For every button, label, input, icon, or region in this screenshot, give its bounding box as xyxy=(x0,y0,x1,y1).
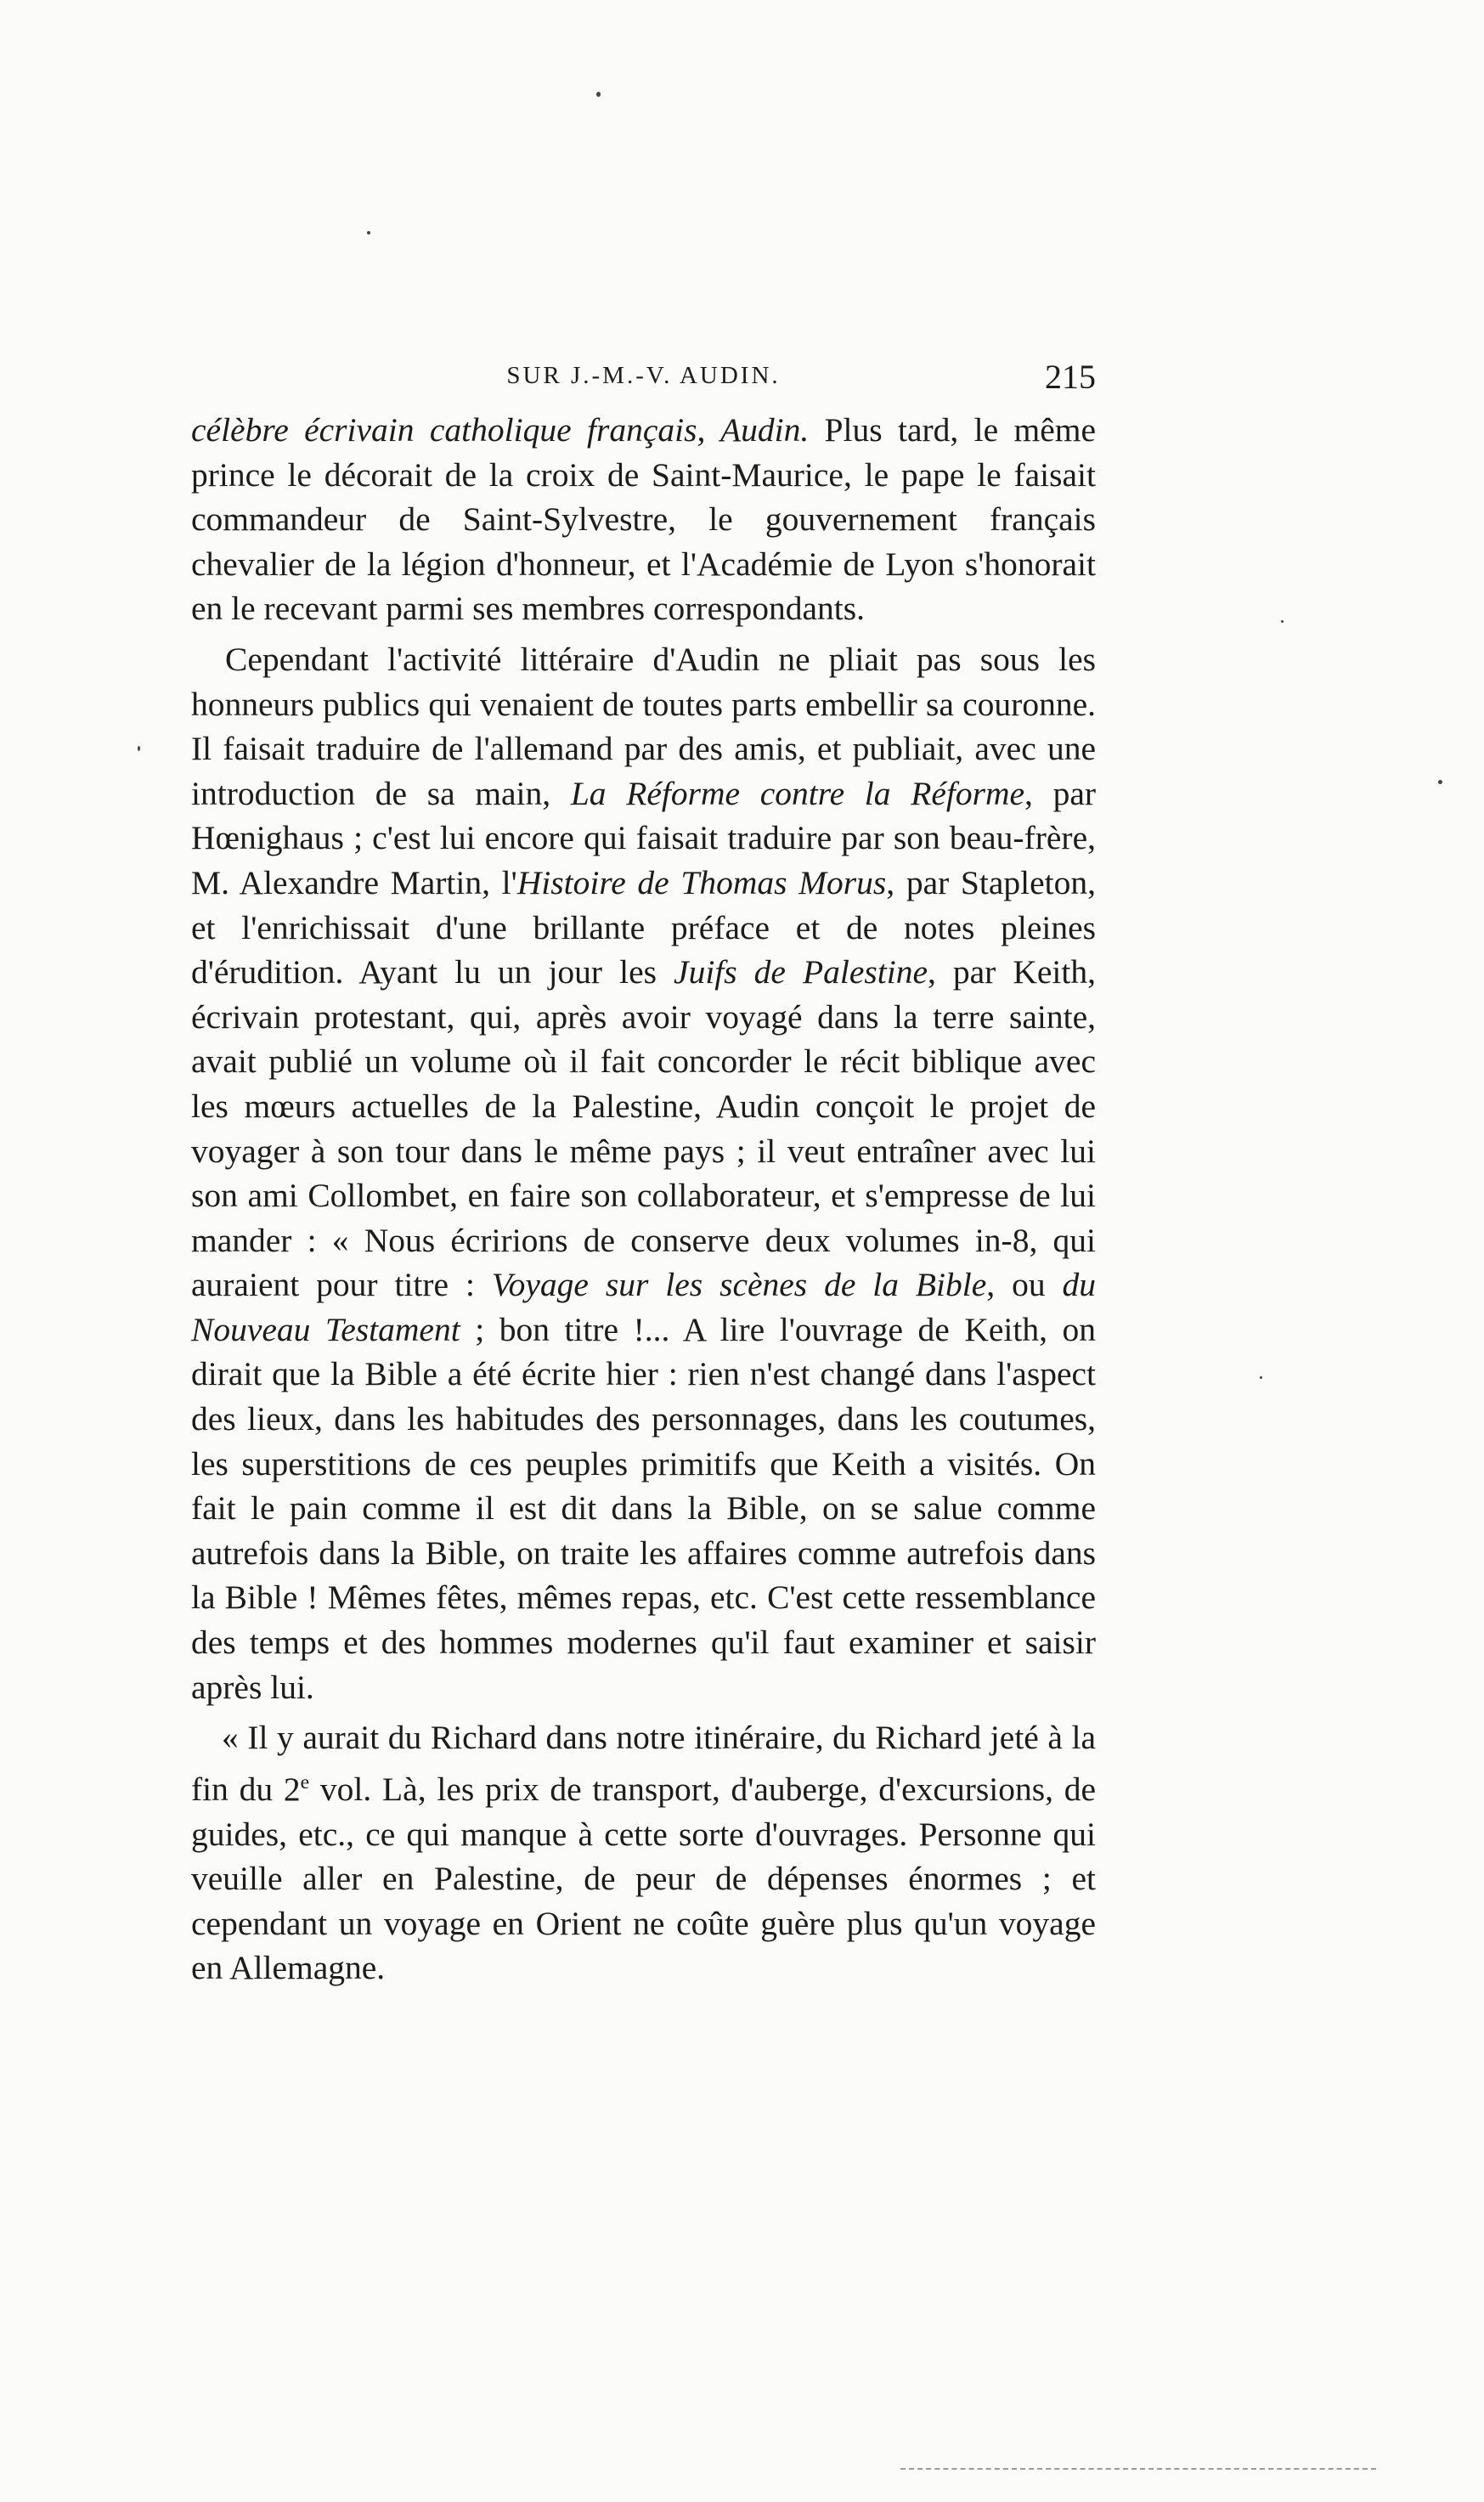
italic-text-run: célèbre écrivain catholique français, Audin. xyxy=(191,411,810,449)
text-run: ; bon titre !... A lire l'ouvrage de Keith, on dirait que la Bible a été écrite hier : rien n'est changé dans l'aspect des lieux, dans les habitudes des personnages, dans les coutumes, les superstitions de ces peuples primitifs que Keith a visités. On fait le pain comme il est dit dans la Bible, on se salue comme autrefois dans la Bible, on traite les affaires comme autrefois dans la Bible ! Mêmes fêtes, mêmes repas, etc. C'est cette ressemblance des temps et des hommes modernes qu'il faut examiner et saisir après lui. xyxy=(191,1310,1096,1706)
text-run: , ou xyxy=(986,1266,1063,1304)
running-title: SUR J.-M.-V. AUDIN. xyxy=(506,362,781,389)
scan-speck xyxy=(1260,1376,1262,1379)
text-run: , par Stapleton, et l'enrichissait d'une brillante préface et de notes pleines d'érudition. Ayant lu un jour les xyxy=(191,863,1096,991)
text-run: vol. Là, les prix de transport, d'auberge, d'excursions, de guides, etc., ce qui manque à cette sorte d'ouvrages. Personne qui veuille aller en Palestine, de peur de dépenses énormes ; et cependant un voyage en Orient ne coûte guère plus qu'un voyage en Allemagne. xyxy=(191,1770,1096,1987)
italic-text-run: Juifs de Palestine xyxy=(674,953,928,991)
scan-speck xyxy=(1438,780,1442,784)
text-run: , par Keith, écrivain protestant, qui, après avoir voyagé dans la terre sainte, avait publié un volume où il fait concorder le récit biblique avec les mœurs actuelles de la Palestine, Audin conçoit le projet de voyager à son tour dans le même pays ; il veut entraîner avec lui son ami Collombet, en faire son collaborateur, et s'empresse de lui mander : « Nous écririons de conserve deux volumes in-8, qui auraient pour titre : xyxy=(191,953,1096,1304)
running-head xyxy=(191,357,1096,408)
scan-speck xyxy=(138,746,140,751)
text-run: , par Hœnighaus ; c'est lui encore qui faisait traduire par son beau-frère, M. Alexandre Martin, l' xyxy=(191,774,1096,901)
text-run: Plus tard, le même prince le décorait de la croix de Saint-Maurice, le pape le faisait commandeur de Saint-Sylvestre, le gouvernement français chevalier de la légion d'honneur, et l'Académie de Lyon s'honorait en le recevant parmi ses membres correspondants. xyxy=(191,411,1096,628)
italic-text-run: La Réforme contre la Réforme xyxy=(570,774,1025,812)
paragraph xyxy=(191,408,1096,631)
text-run: e xyxy=(300,1771,310,1793)
paragraph xyxy=(191,1715,1096,1991)
body-text xyxy=(191,408,1096,1991)
paragraph xyxy=(191,637,1096,1709)
scan-speck xyxy=(1281,620,1284,623)
italic-text-run: Histoire de Thomas Morus xyxy=(516,863,887,901)
scan-speck xyxy=(367,231,370,234)
scan-speck xyxy=(596,92,601,97)
scan-edge-rule xyxy=(900,2468,1376,2470)
text-run: Cependant l'activité littéraire d'Audin ne pliait pas sous les honneurs publics qui venaient de toutes parts embellir sa couronne. Il faisait traduire de l'allemand par des amis, et publiait, avec une introduction de sa main, xyxy=(191,640,1096,812)
italic-text-run: du Nouveau Testament xyxy=(191,1266,1097,1348)
page-number: 215 xyxy=(1045,358,1096,396)
italic-text-run: Voyage sur les scènes de la Bible xyxy=(491,1266,987,1304)
text-run: « Il y aurait du Richard dans notre itinéraire, du Richard jeté à la fin du 2 xyxy=(191,1719,1096,1808)
